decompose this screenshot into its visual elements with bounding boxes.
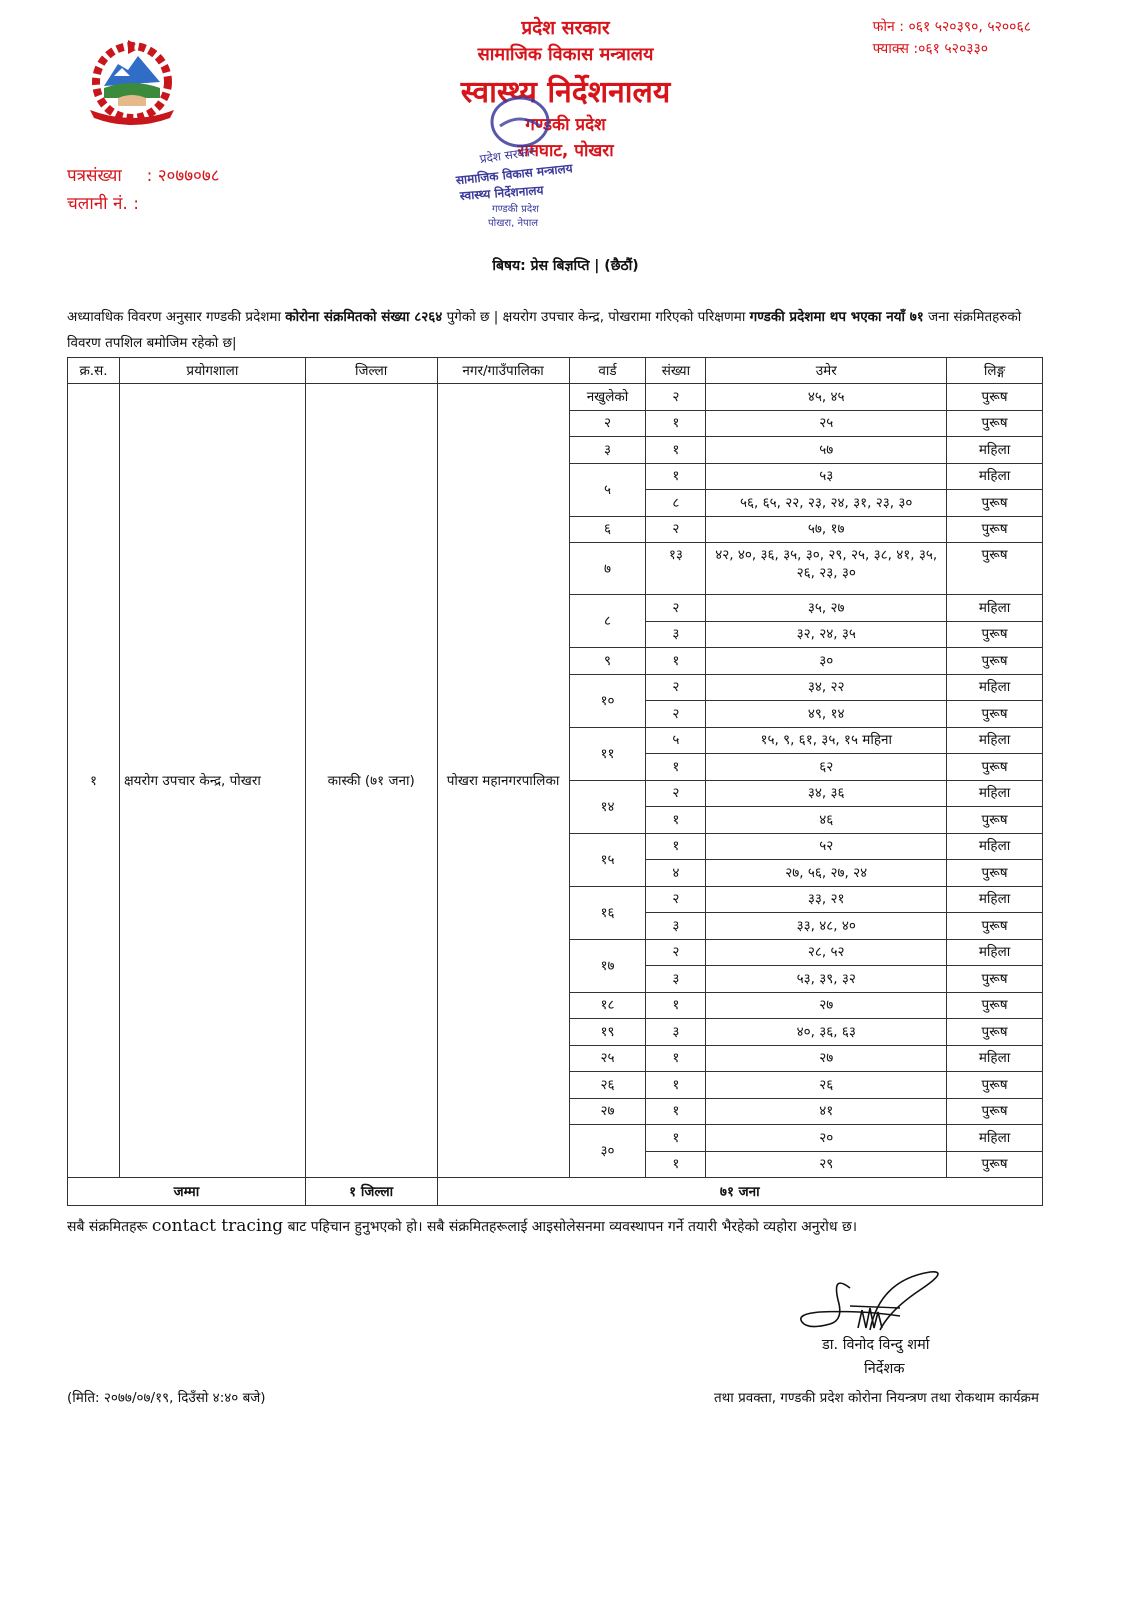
cell-lab: क्षयरोग उपचार केन्द्र, पोखरा [119,384,305,1178]
footnote-text-1: सबै संक्रमितहरू [67,1219,152,1235]
cell-ages: ४२, ४०, ३६, ३५, ३०, २९, २५, ३८, ४१, ३५, २६, २३, ३० [706,543,947,595]
cell-count: २ [646,780,706,807]
cell-ages: ३२, २४, ३५ [706,621,947,648]
header-municipality: नगर/गाउँपालिका [437,358,569,384]
total-districts: १ जिल्ला [305,1178,437,1206]
cell-gender: महिला [947,727,1043,754]
cell-gender: पुरूष [947,754,1043,781]
signature-icon [780,1270,950,1344]
cell-gender: पुरूष [947,807,1043,834]
cell-ages: ५७ [706,437,947,464]
total-label: जम्मा [68,1178,306,1206]
footnote-contact-tracing: contact tracing [151,1216,284,1236]
cell-count: ३ [646,913,706,940]
letter-number-value: : २०७७०७८ [146,166,220,186]
cell-ward: १५ [569,833,646,886]
cell-ward: १६ [569,886,646,939]
cell-count: २ [646,384,706,411]
issue-date: (मिति: २०७७/०७/१९, दिउँसो ४:४० बजे) [67,1390,266,1406]
cell-gender: पुरूष [947,490,1043,517]
cell-count: २ [646,701,706,728]
cell-count: २ [646,939,706,966]
cell-ward: २५ [569,1045,646,1072]
cell-ward: नखुलेको [569,384,646,411]
cell-ages: ४६ [706,807,947,834]
stamp-line-4: गण्डकी प्रदेश [492,204,539,215]
cell-ages: ३५, २७ [706,595,947,622]
cell-gender: पुरूष [947,966,1043,993]
cell-municipality: पोखरा महानगरपालिका [437,384,569,1178]
header-ward: वार्ड [569,358,646,384]
cell-gender: पुरूष [947,384,1043,411]
cell-ward: २ [569,410,646,437]
cell-count: २ [646,674,706,701]
intro-total-cases: कोरोना संक्रमितको संख्या ८२६४ [285,309,443,325]
cell-ages: २८, ५२ [706,939,947,966]
cell-ward: ५ [569,463,646,516]
cell-gender: पुरूष [947,1151,1043,1178]
phone-number: फोन : ०६१ ५२०३९०, ५२००६८ [872,19,1031,35]
cell-ward: ११ [569,727,646,780]
cell-gender: महिला [947,674,1043,701]
cell-gender: पुरूष [947,648,1043,675]
header-district: जिल्ला [305,358,437,384]
cell-ward: ८ [569,595,646,648]
cell-count: १ [646,410,706,437]
cell-ages: २७ [706,1045,947,1072]
cell-count: १ [646,648,706,675]
total-people: ७१ जना [437,1178,1042,1206]
fax-number: फ्याक्स :०६१ ५२०३३० [872,41,989,57]
cell-ages: ३४, ३६ [706,780,947,807]
cell-gender: पुरूष [947,543,1043,595]
cell-ward: ७ [569,543,646,595]
letterhead-province-government: प्रदेश सरकार [521,17,610,39]
table-header-row [68,358,1043,384]
cell-gender: पुरूष [947,913,1043,940]
dispatch-number-label: चलानी नं. : [67,194,139,214]
cell-ages: २७, ५६, २७, २४ [706,860,947,887]
cell-ward: १८ [569,992,646,1019]
table-total-row [68,1178,1043,1206]
header-lab: प्रयोगशाला [119,358,305,384]
cell-count: १ [646,437,706,464]
stamp-line-2: सामाजिक विकास मन्त्रालय [455,161,574,188]
cell-count: १ [646,463,706,490]
cell-ages: २६ [706,1072,947,1099]
cell-gender: महिला [947,437,1043,464]
header-serial: क्र.स. [68,358,120,384]
signatory-role: तथा प्रवक्ता, गण्डकी प्रदेश कोरोना नियन्त्रण तथा रोकथाम कार्यक्रम [713,1390,1039,1406]
cell-ages: ६२ [706,754,947,781]
letterhead-province: गण्डकी प्रदेश [525,115,606,135]
cell-ward: १९ [569,1019,646,1046]
cell-ages: ३४, २२ [706,674,947,701]
table-row [68,384,1043,411]
reference-block [67,162,220,218]
cell-ward: ३ [569,437,646,464]
cell-ages: ३० [706,648,947,675]
cell-count: १ [646,754,706,781]
cell-district: कास्की (७१ जना) [305,384,437,1178]
cell-gender: पुरूष [947,1019,1043,1046]
cell-ward: २७ [569,1098,646,1125]
cell-gender: महिला [947,595,1043,622]
cell-serial: १ [68,384,120,1178]
cell-gender: पुरूष [947,410,1043,437]
cell-gender: महिला [947,939,1043,966]
header-count: संख्या [646,358,706,384]
cell-count: ३ [646,621,706,648]
cell-count: ३ [646,966,706,993]
cell-count: १ [646,1098,706,1125]
header-age: उमेर [706,358,947,384]
intro-text-2: पुगेको छ | क्षयरोग उपचार केन्द्र, पोखरामा गरिएको परिक्षणमा [442,309,750,325]
cell-ward: १४ [569,780,646,833]
cell-ages: ३३, २१ [706,886,947,913]
cell-gender: महिला [947,463,1043,490]
cell-gender: पुरूष [947,516,1043,543]
footnote [67,1214,857,1239]
letterhead-directorate: स्वास्थ्य निर्देशनालय [460,75,671,110]
letterhead-ministry: सामाजिक विकास मन्त्रालय [477,44,654,65]
intro-paragraph [67,304,1047,356]
cell-count: १ [646,1045,706,1072]
intro-new-cases: गण्डकी प्रदेशमा थप भएका नयाँ ७१ [749,309,924,325]
cell-count: १ [646,807,706,834]
cell-count: २ [646,516,706,543]
cell-ages: ४१ [706,1098,947,1125]
cell-gender: महिला [947,1045,1043,1072]
cell-count: २ [646,886,706,913]
cell-count: ५ [646,727,706,754]
cell-count: १ [646,1151,706,1178]
cell-count: १ [646,833,706,860]
cell-ages: ३३, ४८, ४० [706,913,947,940]
cell-count: ८ [646,490,706,517]
table-body [68,384,1043,1178]
cell-gender: महिला [947,886,1043,913]
cell-gender: पुरूष [947,1072,1043,1099]
cell-gender: महिला [947,780,1043,807]
cell-gender: पुरूष [947,701,1043,728]
cell-ages: २५ [706,410,947,437]
letterhead-address: रामघाट, पोखरा [517,141,614,161]
cell-ages: ४९, १४ [706,701,947,728]
cell-gender: पुरूष [947,992,1043,1019]
cell-gender: महिला [947,833,1043,860]
cell-ages: ५३ [706,463,947,490]
cell-ward: २६ [569,1072,646,1099]
cell-count: १३ [646,543,706,595]
stamp-line-1: प्रदेश सरकार [478,144,536,167]
cell-count: ४ [646,860,706,887]
intro-text-3: जना संक्रमितहरुको विवरण तपशिल बमोजिम रहेको छ| [67,309,1022,351]
cell-count: २ [646,595,706,622]
contact-block [873,16,1031,60]
cell-count: १ [646,992,706,1019]
cell-ward: ३० [569,1125,646,1178]
stamp-line-3: स्वास्थ्य निर्देशनालय [459,183,544,203]
intro-text-1: अध्यावधिक विवरण अनुसार गण्डकी प्रदेशमा [67,309,286,325]
cell-count: ३ [646,1019,706,1046]
letter-number-label: पत्रसंख्या [67,166,122,186]
cell-gender: पुरूष [947,621,1043,648]
cell-ages: ४५, ४५ [706,384,947,411]
cell-ages: ४०, ३६, ६३ [706,1019,947,1046]
cell-gender: पुरूष [947,1098,1043,1125]
cell-count: १ [646,1125,706,1152]
official-stamp [442,92,592,232]
cell-ages: ५३, ३९, ३२ [706,966,947,993]
cell-gender: पुरूष [947,860,1043,887]
cell-ward: १० [569,674,646,727]
signatory-title: निर्देशक [864,1361,905,1377]
header-gender: लिङ्ग [947,358,1043,384]
cases-table [67,357,1043,1206]
cell-ward: १७ [569,939,646,992]
cell-ages: ५७, १७ [706,516,947,543]
letter-number [67,162,220,190]
cell-ages: २९ [706,1151,947,1178]
cell-gender: महिला [947,1125,1043,1152]
footnote-text-2: बाट पहिचान हुनुभएको हो। सबै संक्रमितहरूलाई आइसोलेसनमा व्यवस्थापन गर्ने तयारी भैरहेको व्यहोरा अनुरोध छ। [283,1219,858,1235]
cell-count: १ [646,1072,706,1099]
cell-ward: ९ [569,648,646,675]
signatory-name: डा. विनोद विन्दु शर्मा [822,1337,930,1353]
cell-ages: २० [706,1125,947,1152]
subject-line: बिषय: प्रेस बिज्ञप्ति | (छैठौं) [492,258,639,274]
stamp-line-5: पोखरा, नेपाल [488,218,539,229]
cell-ages: ५२ [706,833,947,860]
cell-ages: १५, ९, ६१, ३५, १५ महिना [706,727,947,754]
cell-ages: ५६, ६५, २२, २३, २४, ३१, २३, ३० [706,490,947,517]
cell-ward: ६ [569,516,646,543]
cell-ages: २७ [706,992,947,1019]
